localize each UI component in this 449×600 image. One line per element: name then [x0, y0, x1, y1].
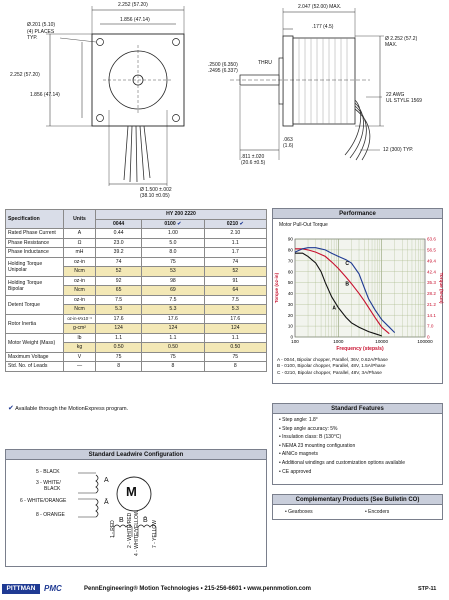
col-header: 0100 ✔ — [142, 219, 204, 229]
lead-label: BLACK — [44, 486, 61, 492]
dim-inner-width: 1.856 (47.14) — [120, 17, 150, 23]
phase-a-label: A — [104, 477, 109, 484]
lead-label: 4 - WHITE/YELLOW — [134, 510, 140, 556]
series-label-a: A — [332, 305, 336, 312]
table-row: Rotor Inertia oz-in-s²x10⁻³ 17.6 17.6 17.6 — [6, 314, 267, 324]
performance-subtitle: Motor Pull-Out Torque — [279, 222, 328, 228]
y-axis-label-right: Torque (N-cm) — [439, 272, 444, 304]
performance-title: Performance — [273, 209, 442, 219]
table-row: Std. No. of Leads — 8 8 8 — [6, 362, 267, 372]
y-tick-label-right: 35.3 — [427, 280, 436, 286]
table-row: Phase Inductance mH 39.2 8.0 1.7 — [6, 248, 267, 258]
dim-holes: Ø.201 (5.10) (4) PLACES TYP. — [27, 22, 56, 41]
table-row: Rated Phase Current A 0.44 1.00 2.10 — [6, 229, 267, 239]
list-item: • AlNiCo magnets — [279, 450, 442, 459]
y-tick-label-right: 49.4 — [427, 258, 436, 264]
dim-top-width: 2.252 (57.20) — [118, 2, 148, 8]
list-item: • Additional windings and customization options available — [279, 459, 442, 468]
mount-hole — [97, 39, 104, 46]
lead-label: 6 - WHITE/ORANGE — [20, 498, 67, 504]
torque-chart — [273, 227, 443, 355]
y-tick-label-right: 0 — [427, 334, 430, 340]
table-row: Motor Weight (Mass) lb 1.1 1.1 1.1 — [6, 333, 267, 343]
lead-label: 8 - ORANGE — [36, 512, 65, 518]
lead-label: 7 - YELLOW — [152, 520, 158, 548]
check-icon: ✔ — [177, 220, 182, 227]
x-tick-label: 1000 — [333, 339, 344, 344]
col-header: 0044 — [96, 219, 142, 229]
list-item: • Encoders — [365, 509, 390, 515]
check-icon: ✔ — [8, 405, 14, 412]
availability-note: ✔ Available through the MotionExpress program. — [8, 405, 129, 412]
dim-shaft-len: .811 ±.020 (20.6 ±0.5) — [241, 154, 266, 166]
mount-hole — [173, 115, 180, 122]
list-item: • Gearboxes — [285, 509, 313, 515]
features-title: Standard Features — [273, 404, 442, 414]
pittman-logo: PITTMAN — [2, 584, 40, 594]
y-tick-label-right: 21.2 — [427, 301, 436, 307]
x-tick-label: 100000 — [417, 339, 433, 344]
list-item: • Step angle accuracy: 5% — [279, 425, 442, 434]
phase-b-bar-label: B̄ — [143, 517, 148, 524]
dim-inner-height: 1.856 (47.14) — [30, 92, 60, 98]
dim-flange: .177 (4.5) — [312, 24, 334, 30]
table-row: Maximum Voltage V 75 75 75 — [6, 352, 267, 362]
table-row: Holding Torque Unipolar oz-in 74 75 74 — [6, 257, 267, 267]
series-label-b: B — [345, 281, 350, 288]
dim-left-height: 2.252 (57.20) — [10, 72, 40, 78]
complementary-panel — [272, 494, 443, 520]
y-tick-label: 40 — [287, 291, 293, 297]
page-number: STP-11 — [418, 586, 437, 592]
side-flange — [283, 36, 293, 126]
series-label-c: C — [345, 260, 350, 267]
mount-hole — [173, 39, 180, 46]
features-panel — [272, 403, 443, 485]
side-body — [293, 38, 355, 124]
table-row: Ncm 65 69 64 — [6, 286, 267, 296]
note-c: C - 0210, Bipolar chopper, Parallel, 48V, 3A/Phase — [277, 369, 382, 375]
table-row: Detent Torque oz-in 7.5 7.5 7.5 — [6, 295, 267, 305]
plot-area — [295, 239, 425, 337]
list-item: • NEMA 23 mounting configuration — [279, 442, 442, 451]
spec-table — [5, 209, 267, 372]
y-tick-label: 10 — [287, 323, 293, 329]
pmc-logo: PMC — [44, 584, 62, 593]
table-row: Ncm 52 53 52 — [6, 267, 267, 277]
y-tick-label: 50 — [287, 280, 293, 286]
units-header: Units — [64, 210, 96, 229]
y-tick-label: 0 — [290, 334, 293, 340]
model-header: HY 200 2220 — [96, 210, 267, 220]
leadwire-title: Standard Leadwire Configuration — [6, 450, 266, 460]
y-tick-label: 30 — [287, 301, 293, 307]
footer — [0, 578, 449, 600]
y-tick-label: 90 — [287, 236, 293, 242]
y-tick-label-right: 28.2 — [427, 291, 436, 297]
performance-panel — [272, 208, 443, 384]
lead-label: 2 - WHITE/RED — [127, 512, 133, 548]
phase-a-bar-label: Ā — [104, 499, 109, 506]
y-tick-label-right: 7.0 — [427, 323, 434, 329]
y-axis-label: Torque (oz-in) — [274, 272, 279, 304]
note-a: A - 0044, Bipolar chopper, Parallel, 36V, 0.62A/Phase — [277, 357, 388, 362]
mount-hole — [97, 115, 104, 122]
lead-label: 5 - BLACK — [36, 469, 60, 475]
dim-length: 2.047 (52.00) MAX. — [298, 4, 342, 10]
motor-label: M — [126, 484, 137, 499]
dim-pilot-dia: Ø 1.500 ±.002 (38.10 ±0.05) — [140, 187, 172, 199]
list-item: • Insulation class: B (130°C) — [279, 433, 442, 442]
drawing-lines — [0, 0, 449, 205]
table-row: Ncm 5.3 5.3 5.3 — [6, 305, 267, 315]
list-item: • Step angle: 1.8° — [279, 416, 442, 425]
dim-leads: 12 (300) TYP. — [383, 147, 414, 153]
y-tick-label-right: 14.1 — [427, 312, 436, 318]
technical-drawing — [0, 0, 449, 205]
features-list — [273, 414, 442, 476]
dim-pilot: .063 (1.6) — [283, 137, 294, 149]
x-axis-label: Frequency (steps/s) — [336, 346, 384, 352]
note-b: B - 0100, Bipolar chopper, Parallel, 48V, 1.5A/Phase — [277, 363, 386, 369]
col-header: 0210 ✔ — [204, 219, 266, 229]
x-tick-label: 100 — [291, 339, 299, 344]
y-tick-label-right: 63.6 — [427, 236, 436, 242]
table-row: Phase Resistance Ω 23.0 5.0 1.1 — [6, 238, 267, 248]
dim-side-dia: Ø 2.252 (57.2) MAX. — [385, 36, 418, 48]
y-tick-label: 80 — [287, 247, 293, 253]
y-tick-label-right: 56.5 — [427, 247, 436, 253]
leadwire-panel — [5, 449, 267, 567]
footer-company: PennEngineering® Motion Technologies • 215-256-6601 • www.pennmotion.com — [84, 586, 311, 592]
list-item: • CE approved — [279, 468, 442, 477]
x-tick-label: 10000 — [375, 339, 389, 344]
check-icon: ✔ — [239, 220, 244, 227]
dim-shaft-dia: .2500 (6.350) .2495 (6.337) — [208, 62, 238, 74]
phase-b-label: B — [119, 517, 124, 524]
spec-header: Specification — [6, 210, 64, 229]
table-row: kg 0.50 0.50 0.50 — [6, 343, 267, 353]
y-tick-label: 60 — [287, 269, 293, 275]
y-tick-label: 20 — [287, 312, 293, 318]
lead-label: 3 - WHITE/ — [36, 480, 61, 486]
lead-label: 1 - RED — [110, 520, 116, 538]
table-row: Holding Torque Bipolar oz-in 92 98 91 — [6, 276, 267, 286]
y-tick-label-right: 42.4 — [427, 269, 436, 275]
complementary-title: Complementary Products (See Bulletin CO) — [273, 495, 442, 505]
side-pilot — [279, 58, 283, 104]
y-tick-label: 70 — [287, 258, 293, 264]
performance-notes — [277, 357, 388, 376]
dim-awg: 22 AWG UL STYLE 1569 — [386, 92, 422, 104]
table-row: g-cm² 124 124 124 — [6, 324, 267, 334]
dim-thru: THRU — [258, 60, 272, 66]
